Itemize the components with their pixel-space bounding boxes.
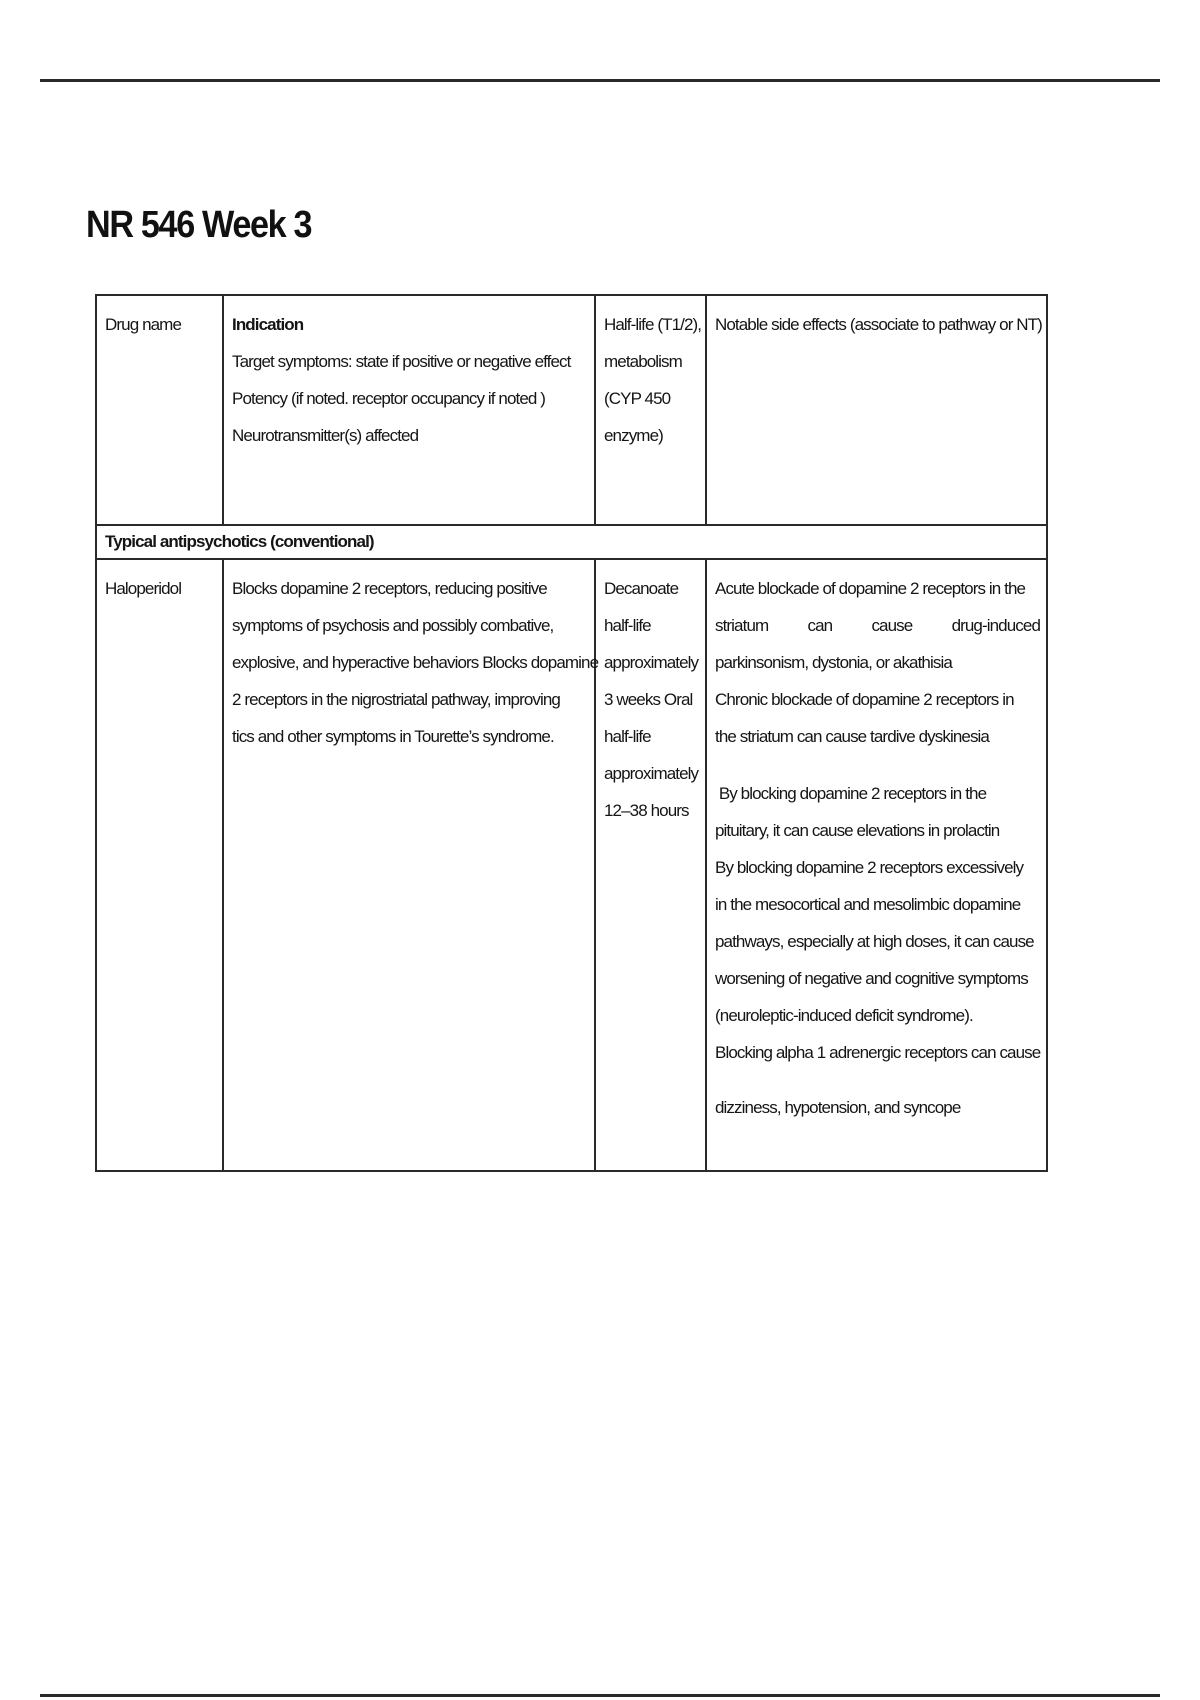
header-indication-line: Neurotransmitter(s) affected — [232, 426, 419, 445]
side-effect-word: cause — [871, 616, 913, 635]
cell-drug — [96, 559, 223, 1171]
side-effect-justified-line — [715, 607, 1040, 644]
header-halflife-line: (CYP 450 — [604, 389, 671, 408]
drug-name: Haloperidol — [105, 579, 182, 598]
side-effect-line: By blocking dopamine 2 receptors excessively — [715, 858, 1024, 877]
section-label: Typical antipsychotics (conventional) — [96, 525, 1047, 559]
indication-line: symptoms of psychosis and possibly combative, — [232, 616, 554, 635]
halflife-line: 3 weeks Oral — [604, 690, 693, 709]
indication-line: Blocks dopamine 2 receptors, reducing positive — [232, 579, 547, 598]
header-cell-side-effects — [706, 295, 1047, 525]
top-rule — [40, 79, 1160, 82]
header-cell-halflife — [595, 295, 706, 525]
header-indication-title: Indication — [232, 315, 304, 334]
side-effect-word: drug-induced — [951, 616, 1040, 635]
side-effect-line: the striatum can cause tardive dyskinesia — [715, 727, 989, 746]
header-drug-name: Drug name — [105, 315, 181, 334]
indication-line: 2 receptors in the nigrostriatal pathway, improving — [232, 690, 560, 709]
header-side-effects: Notable side effects (associate to pathway or NT) — [715, 315, 1042, 334]
cell-side-effects — [706, 559, 1047, 1171]
halflife-line: half-life — [604, 616, 651, 635]
document-title: NR 546 Week 3 — [86, 204, 312, 246]
cell-halflife — [595, 559, 706, 1171]
side-effect-line: pituitary, it can cause elevations in prolactin — [715, 821, 1000, 840]
side-effect-line: in the mesocortical and mesolimbic dopamine — [715, 895, 1021, 914]
halflife-line: 12–38 hours — [604, 801, 689, 820]
side-effect-line: By blocking dopamine 2 receptors in the — [715, 784, 987, 803]
section-row — [96, 525, 1047, 559]
halflife-line: Decanoate — [604, 579, 679, 598]
side-effect-line: Acute blockade of dopamine 2 receptors in the — [715, 579, 1026, 598]
bottom-rule — [40, 1694, 1160, 1697]
header-halflife-line: metabolism — [604, 352, 682, 371]
side-effect-line: Chronic blockade of dopamine 2 receptors in — [715, 690, 1014, 709]
table-row — [96, 559, 1047, 1171]
cell-indication — [223, 559, 599, 1171]
side-effect-word: can — [807, 616, 833, 635]
header-halflife-line: Half-life (T1/2), — [604, 315, 702, 334]
halflife-line: half-life — [604, 727, 651, 746]
indication-line: explosive, and hyperactive behaviors Blocks dopamine — [232, 653, 599, 672]
side-effect-line: dizziness, hypotension, and syncope — [715, 1098, 961, 1117]
halflife-line: approximately — [604, 764, 699, 783]
header-cell-drug-name — [96, 295, 223, 525]
halflife-line: approximately — [604, 653, 699, 672]
side-effect-line: pathways, especially at high doses, it can cause — [715, 932, 1034, 951]
header-cell-indication — [223, 295, 595, 525]
side-effect-line: Blocking alpha 1 adrenergic receptors can cause — [715, 1043, 1041, 1062]
indication-line: tics and other symptoms in Tourette’s syndrome. — [232, 727, 554, 746]
side-effect-word: striatum — [715, 616, 769, 635]
side-effect-line: worsening of negative and cognitive symptoms — [715, 969, 1028, 988]
side-effect-line: (neuroleptic-induced deficit syndrome). — [715, 1006, 973, 1025]
header-halflife-line: enzyme) — [604, 426, 663, 445]
drug-table — [95, 294, 1048, 1172]
header-indication-line: Target symptoms: state if positive or negative effect — [232, 352, 571, 371]
header-indication-line: Potency (if noted. receptor occupancy if noted ) — [232, 389, 546, 408]
side-effect-line: parkinsonism, dystonia, or akathisia — [715, 653, 952, 672]
table-header-row — [96, 295, 1047, 525]
